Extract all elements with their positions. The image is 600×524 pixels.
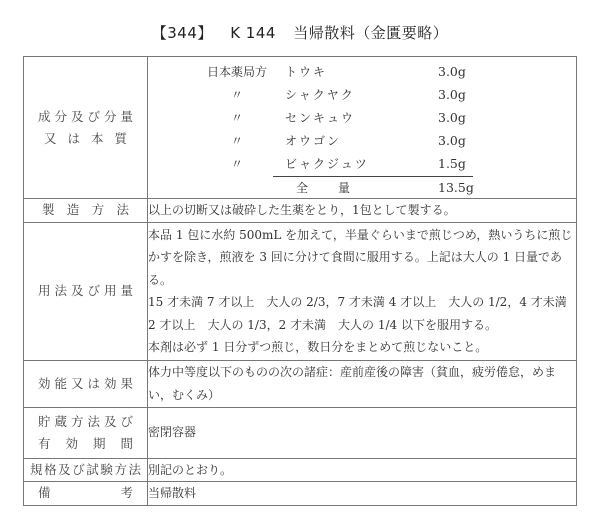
label-manufacturing: 製造方法 — [24, 199, 148, 223]
manufacturing-text: 以上の切断又は破砕した生薬をとり，1包として製する。 — [148, 199, 577, 223]
row-dosage — [24, 222, 577, 360]
row-specification — [24, 458, 577, 482]
ingredient-total-row: 全量 13.5g — [296, 179, 474, 195]
ingredients-list — [148, 59, 576, 197]
dosage-paragraph-3: 本剤は必ず 1 日分ずつ煎じ，数日分をまとめて煎じないこと。 — [148, 340, 488, 354]
formula-code: K 144 — [230, 24, 276, 42]
label-storage: 貯蔵方法及び 有効期間 — [24, 407, 148, 458]
ingredient-row: 〃 ビャクジュツ 1.5g — [230, 155, 466, 171]
document-title — [0, 22, 600, 43]
storage-text: 密閉容器 — [148, 407, 577, 458]
row-remarks — [24, 482, 577, 506]
ingredients-cell — [148, 57, 577, 199]
label-specification: 規格及び試験方法 — [24, 458, 148, 482]
row-manufacturing — [24, 199, 577, 223]
ingredient-row: 〃 シャクヤク 3.0g — [230, 86, 466, 102]
efficacy-text: 体力中等度以下のものの次の諸症：産前産後の障害（貧血，疲労倦怠，めまい，むくみ） — [148, 360, 577, 407]
label-efficacy: 効能又は効果 — [24, 360, 148, 407]
remarks-text: 当帰散料 — [148, 482, 577, 506]
label-ingredients: 成分及び分量 又は本質 — [24, 57, 148, 199]
dosage-paragraph-1: 本品 1 包に水約 500mL を加えて，半量ぐらいまで煎じつめ，熱いうちに煎じかすを除き，煎液を 3 回に分けて食間に服用する。上記は大人の 1 日量である。 — [148, 227, 573, 287]
formula-number: 【344】 — [151, 24, 213, 42]
specification-table — [23, 56, 577, 506]
label-remarks: 備考 — [24, 482, 148, 506]
row-efficacy — [24, 360, 577, 407]
ingredient-row: 日本薬局方 トウキ 3.0g — [206, 63, 466, 79]
formula-name: 当帰散料（金匱要略） — [293, 24, 449, 42]
dosage-paragraph-2: 15 才未満 7 才以上 大人の 2/3，7 才未満 4 才以上 大人の 1/2，4 才未満 2 才以上 大人の 1/3，2 才未満 大人の 1/4 以下を服用する。 — [148, 295, 567, 332]
row-ingredients — [24, 57, 577, 199]
row-storage — [24, 407, 577, 458]
specification-text: 別記のとおり。 — [148, 458, 577, 482]
ingredient-row: 〃 センキュウ 3.0g — [230, 109, 466, 125]
ingredient-row: 〃 オウゴン 3.0g — [230, 132, 466, 148]
dosage-cell — [148, 222, 577, 360]
label-dosage: 用法及び用量 — [24, 222, 148, 360]
